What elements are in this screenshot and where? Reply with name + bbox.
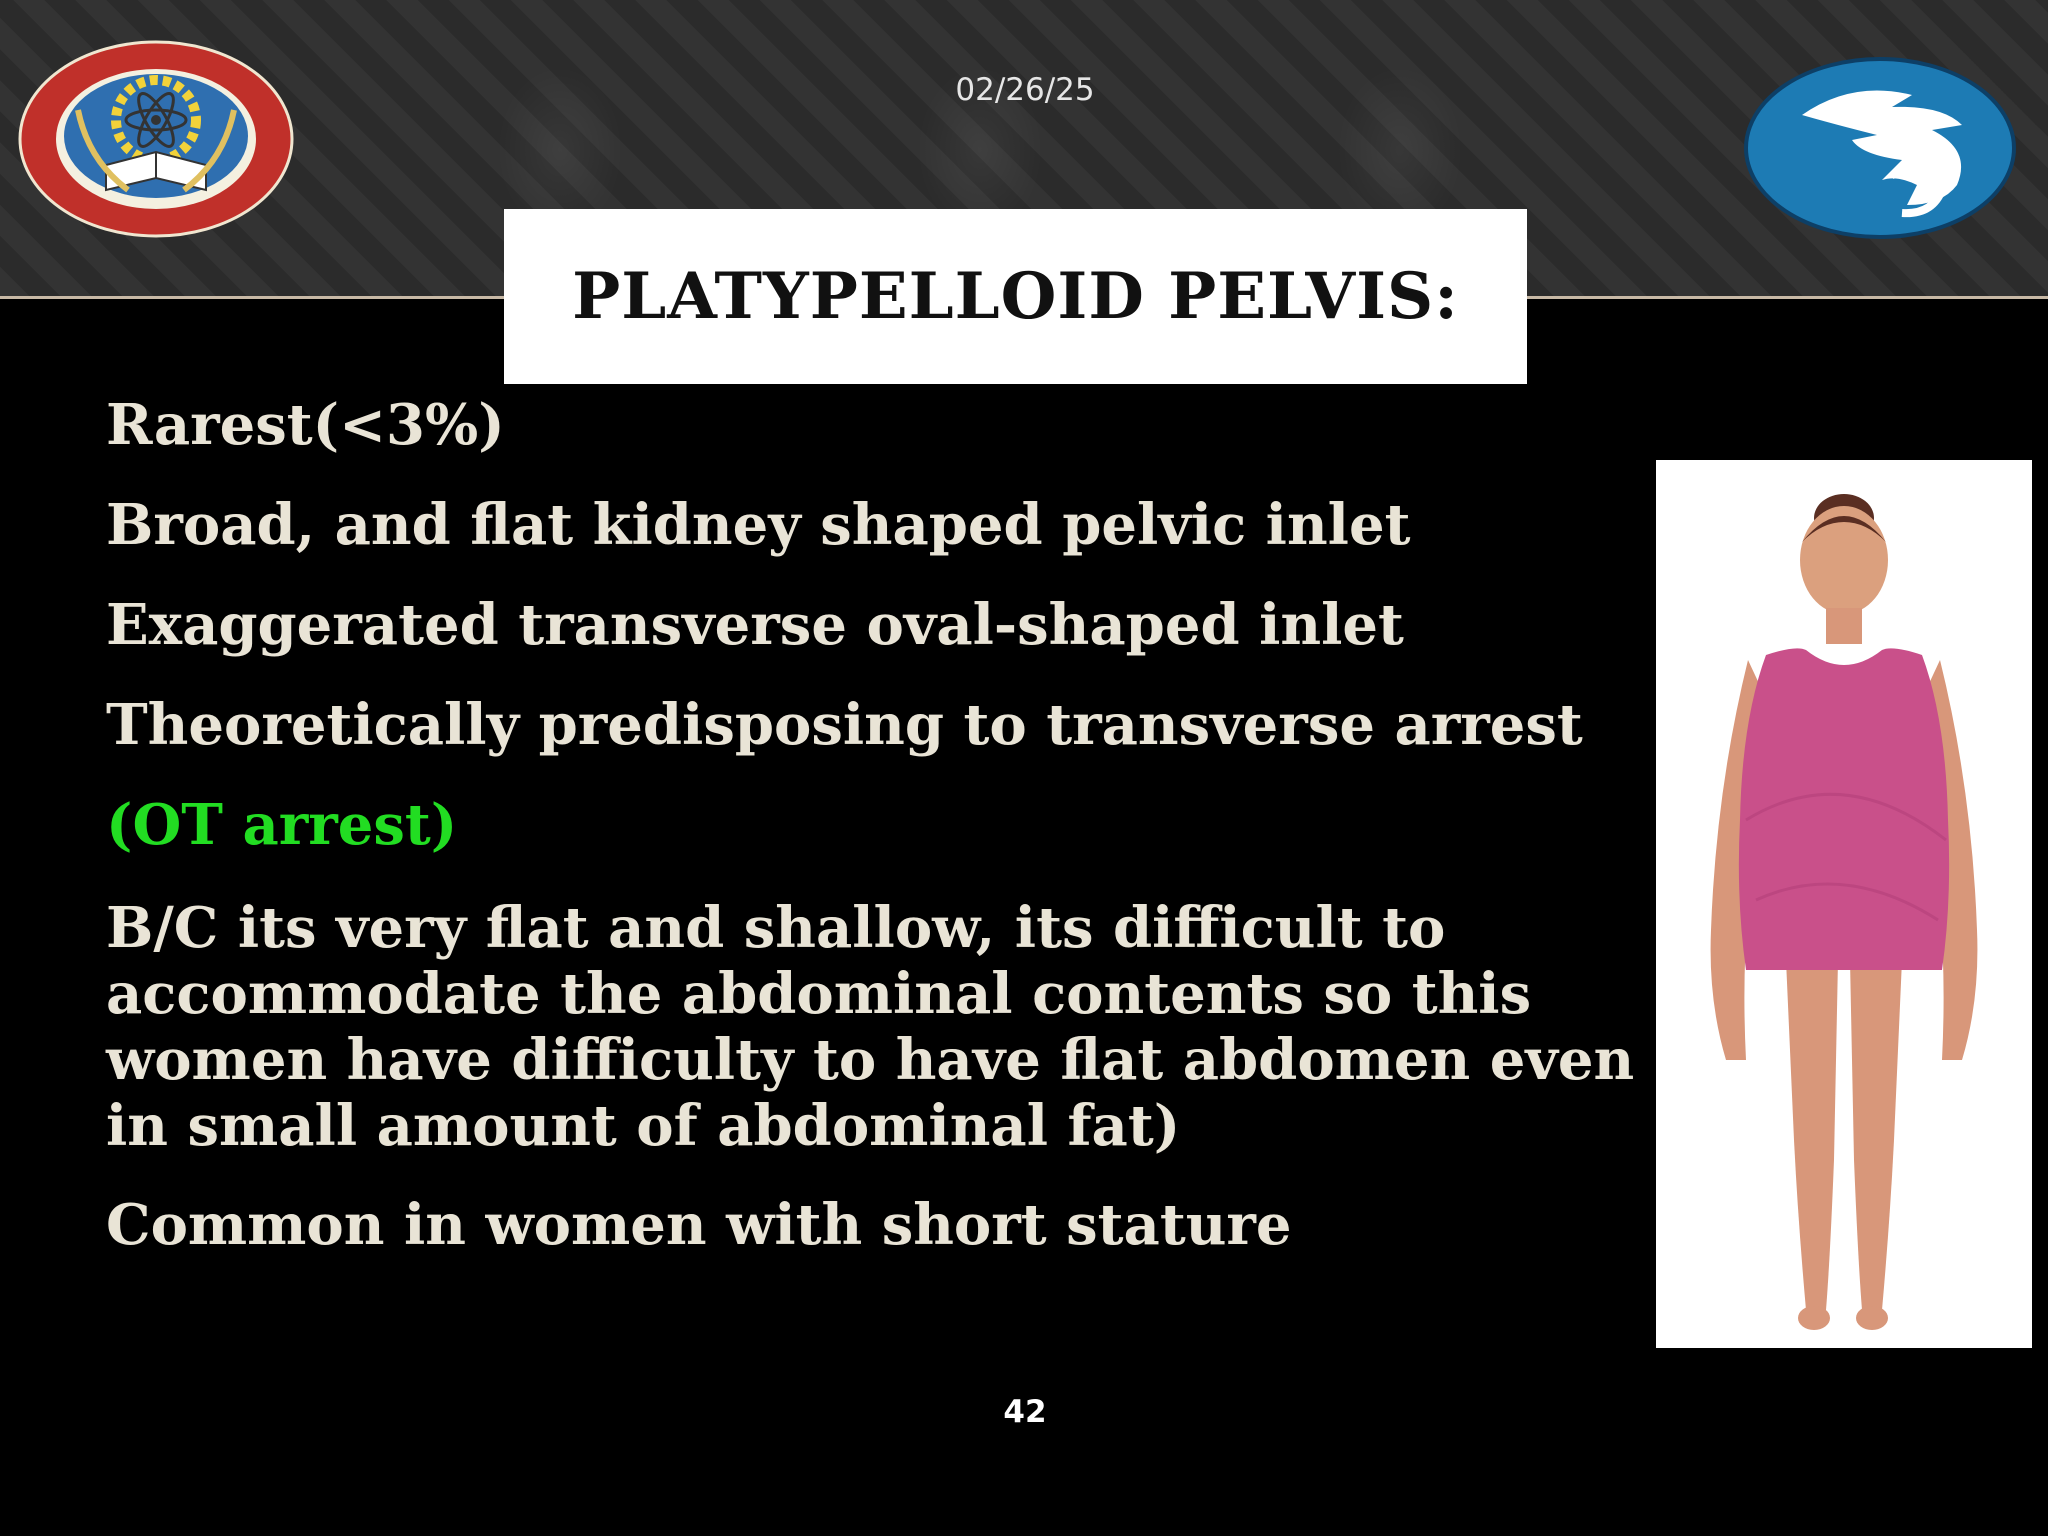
- page-number: 42: [1003, 1394, 1047, 1430]
- bullet-item-paragraph: B/C its very flat and shallow, its difficult to accommodate the abdominal contents so this women have difficulty to have flat abdomen even in small amount of abdominal fat): [106, 895, 1635, 1159]
- university-seal-icon: [18, 40, 294, 238]
- bullet-item-highlight: (OT arrest): [106, 792, 458, 858]
- bullet-item: Rarest(<3%): [106, 392, 505, 458]
- female-body-illustration-icon: [1656, 460, 2032, 1348]
- bullet-item: Broad, and flat kidney shaped pelvic inlet: [106, 492, 1411, 558]
- slide-title: PLATYPELLOID PELVIS:: [572, 259, 1459, 334]
- bullet-item: Common in women with short stature: [106, 1192, 1292, 1258]
- slide-date: 02/26/25: [955, 72, 1095, 108]
- bullet-item: Theoretically predisposing to transverse arrest: [106, 692, 1583, 758]
- lion-logo-icon: [1742, 55, 2018, 241]
- title-box: [504, 209, 1527, 384]
- bullet-item: Exaggerated transverse oval-shaped inlet: [106, 592, 1404, 658]
- body-shape-figure: [1656, 460, 2032, 1348]
